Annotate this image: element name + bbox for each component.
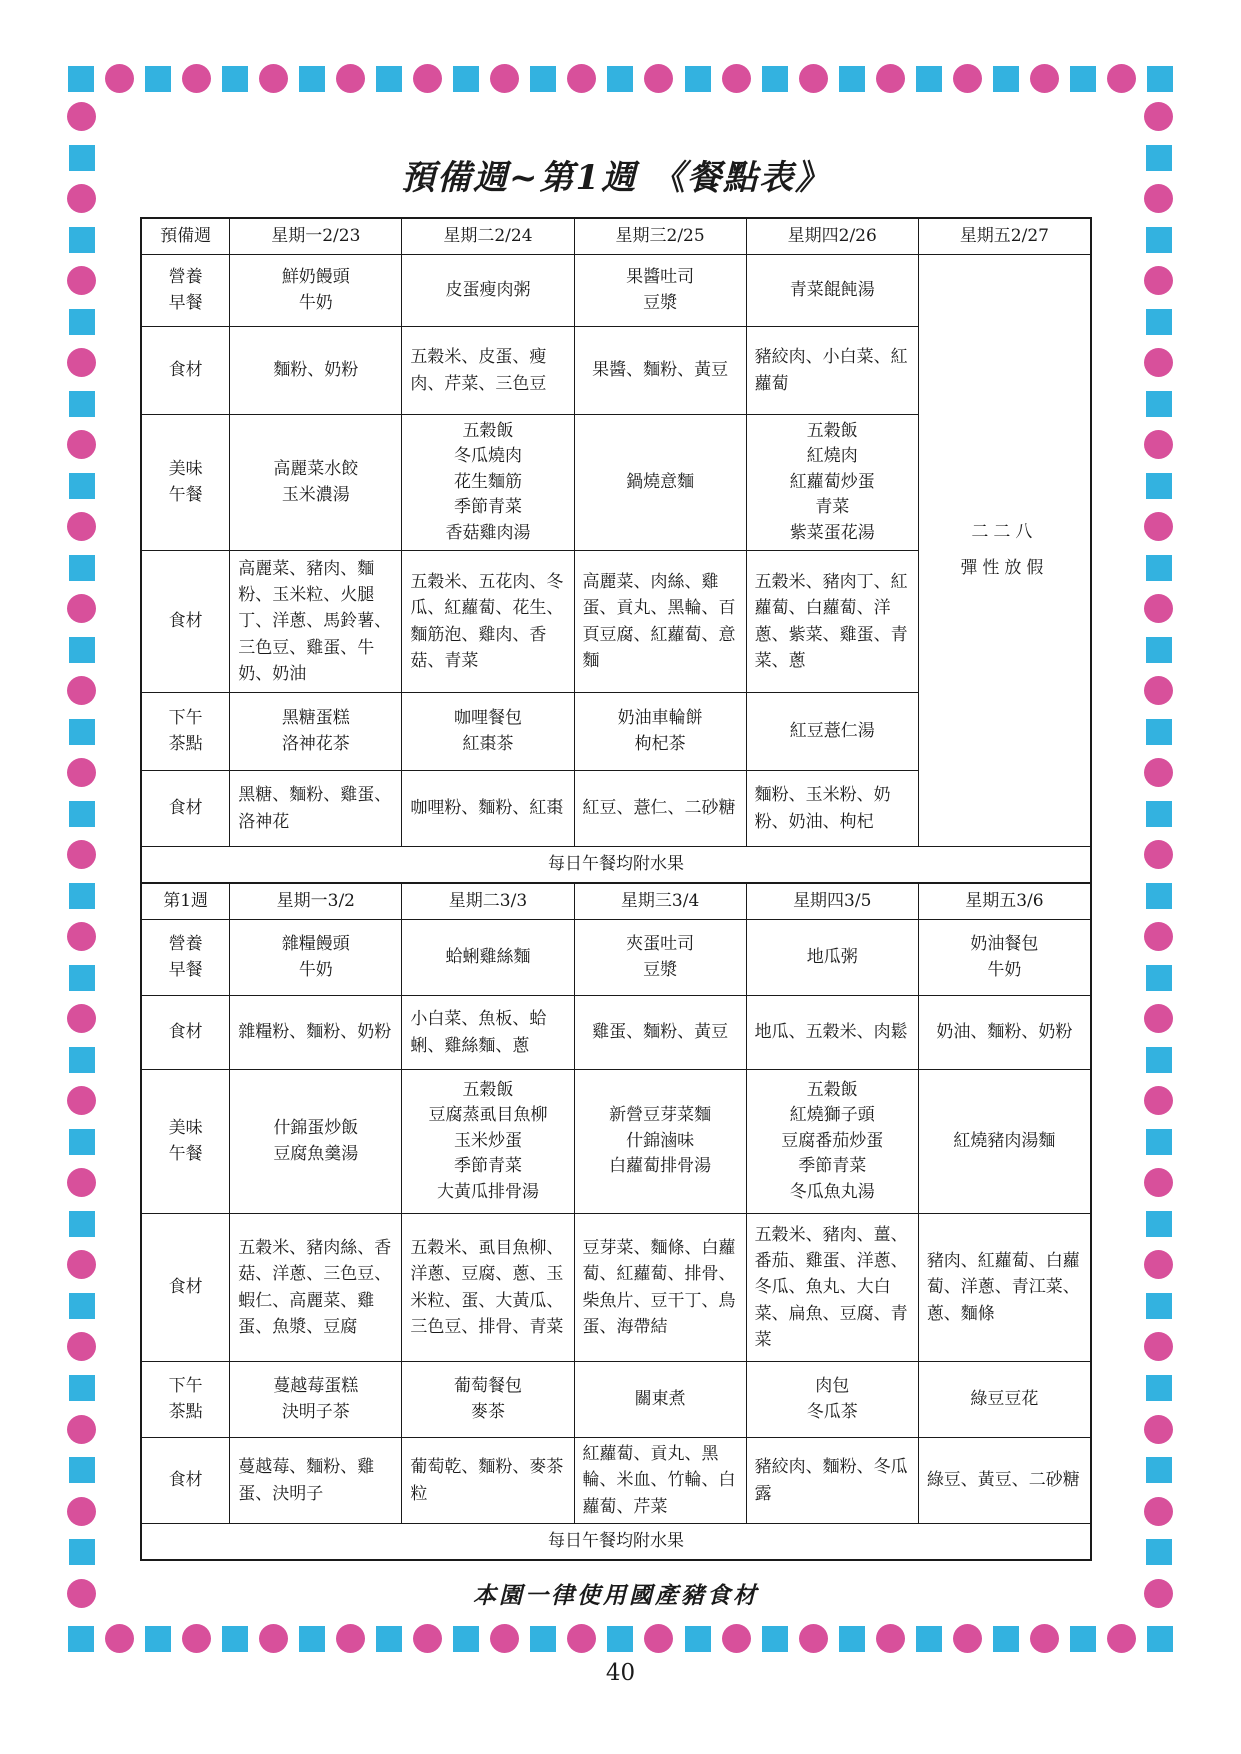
meal-tables (140, 217, 1092, 1561)
ingredients-cell: 蔓越莓、麵粉、雞蛋、決明子 (230, 1438, 402, 1524)
day-header: 星期三2/25 (574, 219, 746, 255)
blue-square-decor-icon (1070, 1626, 1096, 1652)
meal-cell: 新營豆芽菜麵 什錦滷味 白蘿蔔排骨湯 (574, 1070, 746, 1214)
pink-circle-decor-icon (413, 1624, 442, 1653)
meal-cell: 關東煮 (574, 1362, 746, 1438)
row-label: 食材 (142, 1438, 230, 1524)
fruit-note-row: 每日午餐均附水果 (142, 1524, 1091, 1560)
pink-circle-decor-icon (876, 64, 905, 93)
meal-cell: 五穀飯 豆腐蒸虱目魚柳 玉米炒蛋 季節青菜 大黃瓜排骨湯 (402, 1070, 574, 1214)
blue-square-decor-icon (916, 66, 942, 92)
pink-circle-decor-icon (799, 64, 828, 93)
pink-circle-decor-icon (1144, 1086, 1173, 1115)
row-label: 食材 (142, 327, 230, 415)
blue-square-decor-icon (1146, 883, 1172, 909)
day-header: 星期二2/24 (402, 219, 574, 255)
ingredients-cell: 紅蘿蔔、貢丸、黑輪、米血、竹輪、白蘿蔔、芹菜 (574, 1438, 746, 1524)
pink-circle-decor-icon (67, 266, 96, 295)
blue-square-decor-icon (685, 66, 711, 92)
blue-square-decor-icon (1146, 1293, 1172, 1319)
pink-circle-decor-icon (722, 64, 751, 93)
pink-circle-decor-icon (336, 64, 365, 93)
blue-square-decor-icon (916, 1626, 942, 1652)
pink-circle-decor-icon (67, 1415, 96, 1444)
ingredients-cell: 黑糖、麵粉、雞蛋、洛神花 (230, 771, 402, 847)
meal-cell: 紅燒豬肉湯麵 (918, 1070, 1090, 1214)
meal-cell: 五穀飯 紅燒獅子頭 豆腐番茄炒蛋 季節青菜 冬瓜魚丸湯 (746, 1070, 918, 1214)
ingredients-cell: 奶油、麵粉、奶粉 (918, 996, 1090, 1070)
blue-square-decor-icon (69, 719, 95, 745)
pink-circle-decor-icon (1144, 512, 1173, 541)
ingredients-cell: 五穀米、五花肉、冬瓜、紅蘿蔔、花生、麵筋泡、雞肉、香菇、青菜 (402, 551, 574, 693)
blue-square-decor-icon (69, 1211, 95, 1237)
blue-square-decor-icon (1146, 309, 1172, 335)
blue-square-decor-icon (376, 66, 402, 92)
meal-cell: 紅豆薏仁湯 (746, 693, 918, 771)
meal-cell: 奶油餐包 牛奶 (918, 920, 1090, 996)
day-header: 星期五2/27 (918, 219, 1090, 255)
pink-circle-decor-icon (876, 1624, 905, 1653)
row-label: 下午 茶點 (142, 1362, 230, 1438)
ingredients-cell: 雞蛋、麵粉、黃豆 (574, 996, 746, 1070)
pink-circle-decor-icon (67, 1332, 96, 1361)
ingredients-cell: 麵粉、玉米粉、奶粉、奶油、枸杞 (746, 771, 918, 847)
row-label: 食材 (142, 996, 230, 1070)
pink-circle-decor-icon (1030, 64, 1059, 93)
blue-square-decor-icon (69, 309, 95, 335)
pink-circle-decor-icon (259, 64, 288, 93)
blue-square-decor-icon (762, 66, 788, 92)
blue-square-decor-icon (299, 1626, 325, 1652)
blue-square-decor-icon (607, 66, 633, 92)
ingredients-cell: 高麗菜、肉絲、雞蛋、貢丸、黑輪、百頁豆腐、紅蘿蔔、意麵 (574, 551, 746, 693)
blue-square-decor-icon (1146, 1457, 1172, 1483)
meal-cell: 黑糖蛋糕 洛神花茶 (230, 693, 402, 771)
ingredients-cell: 五穀米、豬肉絲、香菇、洋蔥、三色豆、蝦仁、高麗菜、雞蛋、魚漿、豆腐 (230, 1214, 402, 1362)
blue-square-decor-icon (685, 1626, 711, 1652)
pink-circle-decor-icon (336, 1624, 365, 1653)
blue-square-decor-icon (69, 1047, 95, 1073)
pink-circle-decor-icon (67, 922, 96, 951)
pink-circle-decor-icon (67, 1497, 96, 1526)
bottom-note: 本園一律使用國產豬食材 (473, 1582, 759, 1610)
pink-circle-decor-icon (1144, 758, 1173, 787)
row-label: 下午 茶點 (142, 693, 230, 771)
blue-square-decor-icon (69, 1129, 95, 1155)
ingredients-cell: 小白菜、魚板、蛤蜊、雞絲麵、蔥 (402, 996, 574, 1070)
pink-circle-decor-icon (1107, 1624, 1136, 1653)
blue-square-decor-icon (530, 1626, 556, 1652)
blue-square-decor-icon (69, 555, 95, 581)
meal-cell: 蛤蜊雞絲麵 (402, 920, 574, 996)
blue-square-decor-icon (1146, 227, 1172, 253)
day-header: 星期一3/2 (230, 884, 402, 920)
day-header: 星期五3/6 (918, 884, 1090, 920)
ingredients-cell: 五穀米、虱目魚柳、洋蔥、豆腐、蔥、玉米粒、蛋、大黃瓜、三色豆、排骨、青菜 (402, 1214, 574, 1362)
menu-table-week-1 (141, 883, 1091, 1560)
meal-cell: 蔓越莓蛋糕 決明子茶 (230, 1362, 402, 1438)
ingredients-cell: 雜糧粉、麵粉、奶粉 (230, 996, 402, 1070)
blue-square-decor-icon (1146, 1375, 1172, 1401)
pink-circle-decor-icon (1144, 430, 1173, 459)
meal-cell: 五穀飯 冬瓜燒肉 花生麵筋 季節青菜 香菇雞肉湯 (402, 415, 574, 551)
ingredients-cell: 地瓜、五穀米、肉鬆 (746, 996, 918, 1070)
blue-square-decor-icon (68, 66, 94, 92)
ingredients-cell: 葡萄乾、麵粉、麥茶粒 (402, 1438, 574, 1524)
blue-square-decor-icon (1146, 719, 1172, 745)
meal-cell: 高麗菜水餃 玉米濃湯 (230, 415, 402, 551)
pink-circle-decor-icon (67, 512, 96, 541)
blue-square-decor-icon (993, 66, 1019, 92)
day-header: 星期三3/4 (574, 884, 746, 920)
blue-square-decor-icon (1146, 145, 1172, 171)
blue-square-decor-icon (145, 66, 171, 92)
blue-square-decor-icon (1146, 1211, 1172, 1237)
blue-square-decor-icon (68, 1626, 94, 1652)
blue-square-decor-icon (69, 391, 95, 417)
pink-circle-decor-icon (105, 1624, 134, 1653)
row-label: 美味 午餐 (142, 415, 230, 551)
pink-circle-decor-icon (67, 594, 96, 623)
meal-cell: 夾蛋吐司 豆漿 (574, 920, 746, 996)
blue-square-decor-icon (69, 1539, 95, 1565)
blue-square-decor-icon (69, 637, 95, 663)
pink-circle-decor-icon (567, 64, 596, 93)
pink-circle-decor-icon (1144, 102, 1173, 131)
pink-circle-decor-icon (1107, 64, 1136, 93)
blue-square-decor-icon (530, 66, 556, 92)
blue-square-decor-icon (762, 1626, 788, 1652)
decor-border-right (1144, 102, 1173, 1608)
meal-cell: 肉包 冬瓜茶 (746, 1362, 918, 1438)
meal-cell: 咖哩餐包 紅棗茶 (402, 693, 574, 771)
blue-square-decor-icon (1146, 1129, 1172, 1155)
meal-cell: 雜糧饅頭 牛奶 (230, 920, 402, 996)
ingredients-cell: 麵粉、奶粉 (230, 327, 402, 415)
blue-square-decor-icon (607, 1626, 633, 1652)
week-label: 第1週 (142, 884, 230, 920)
pink-circle-decor-icon (1144, 840, 1173, 869)
blue-square-decor-icon (1146, 1539, 1172, 1565)
blue-square-decor-icon (69, 1375, 95, 1401)
ingredients-cell: 五穀米、豬肉、薑、番茄、雞蛋、洋蔥、冬瓜、魚丸、大白菜、扁魚、豆腐、青菜 (746, 1214, 918, 1362)
pink-circle-decor-icon (182, 1624, 211, 1653)
ingredients-cell: 豬絞肉、麵粉、冬瓜露 (746, 1438, 918, 1524)
blue-square-decor-icon (839, 1626, 865, 1652)
blue-square-decor-icon (1146, 473, 1172, 499)
pink-circle-decor-icon (953, 64, 982, 93)
ingredients-cell: 豬絞肉、小白菜、紅蘿蔔 (746, 327, 918, 415)
pink-circle-decor-icon (67, 758, 96, 787)
row-label: 食材 (142, 1214, 230, 1362)
meal-cell: 鮮奶饅頭 牛奶 (230, 255, 402, 327)
holiday-cell: 二二八 彈性放假 (918, 255, 1090, 847)
blue-square-decor-icon (222, 1626, 248, 1652)
ingredients-cell: 紅豆、薏仁、二砂糖 (574, 771, 746, 847)
blue-square-decor-icon (839, 66, 865, 92)
blue-square-decor-icon (1146, 965, 1172, 991)
blue-square-decor-icon (1146, 391, 1172, 417)
ingredients-cell: 豬肉、紅蘿蔔、白蘿蔔、洋蔥、青江菜、蔥、麵條 (918, 1214, 1090, 1362)
meal-cell: 地瓜粥 (746, 920, 918, 996)
pink-circle-decor-icon (67, 430, 96, 459)
pink-circle-decor-icon (67, 1086, 96, 1115)
row-label: 食材 (142, 551, 230, 693)
decor-border-left (67, 102, 96, 1608)
blue-square-decor-icon (1146, 637, 1172, 663)
blue-square-decor-icon (299, 66, 325, 92)
pink-circle-decor-icon (1144, 1250, 1173, 1279)
blue-square-decor-icon (222, 66, 248, 92)
blue-square-decor-icon (145, 1626, 171, 1652)
blue-square-decor-icon (993, 1626, 1019, 1652)
pink-circle-decor-icon (1144, 266, 1173, 295)
pink-circle-decor-icon (953, 1624, 982, 1653)
meal-cell: 綠豆豆花 (918, 1362, 1090, 1438)
fruit-note-row: 每日午餐均附水果 (142, 847, 1091, 883)
pink-circle-decor-icon (1144, 1332, 1173, 1361)
pink-circle-decor-icon (644, 1624, 673, 1653)
blue-square-decor-icon (376, 1626, 402, 1652)
ingredients-cell: 綠豆、黃豆、二砂糖 (918, 1438, 1090, 1524)
meal-cell: 什錦蛋炒飯 豆腐魚羹湯 (230, 1070, 402, 1214)
page-number: 40 (605, 1660, 636, 1686)
pink-circle-decor-icon (722, 1624, 751, 1653)
pink-circle-decor-icon (182, 64, 211, 93)
blue-square-decor-icon (1147, 66, 1173, 92)
pink-circle-decor-icon (1144, 1497, 1173, 1526)
blue-square-decor-icon (69, 883, 95, 909)
row-label: 營養 早餐 (142, 920, 230, 996)
meal-cell: 葡萄餐包 麥茶 (402, 1362, 574, 1438)
blue-square-decor-icon (1070, 66, 1096, 92)
pink-circle-decor-icon (259, 1624, 288, 1653)
blue-square-decor-icon (69, 473, 95, 499)
day-header: 星期四3/5 (746, 884, 918, 920)
ingredients-cell: 咖哩粉、麵粉、紅棗 (402, 771, 574, 847)
meal-cell: 皮蛋瘦肉粥 (402, 255, 574, 327)
page-title: 預備週~第1週 《餐點表》 (401, 158, 831, 198)
ingredients-cell: 五穀米、豬肉丁、紅蘿蔔、白蘿蔔、洋蔥、紫菜、雞蛋、青菜、蔥 (746, 551, 918, 693)
pink-circle-decor-icon (1144, 1579, 1173, 1608)
row-label: 食材 (142, 771, 230, 847)
pink-circle-decor-icon (67, 1004, 96, 1033)
blue-square-decor-icon (1146, 555, 1172, 581)
pink-circle-decor-icon (1144, 348, 1173, 377)
meal-cell: 果醬吐司 豆漿 (574, 255, 746, 327)
pink-circle-decor-icon (67, 102, 96, 131)
day-header: 星期四2/26 (746, 219, 918, 255)
blue-square-decor-icon (69, 1293, 95, 1319)
blue-square-decor-icon (69, 965, 95, 991)
pink-circle-decor-icon (1144, 1415, 1173, 1444)
blue-square-decor-icon (1147, 1626, 1173, 1652)
menu-table-prep-week (141, 218, 1091, 883)
pink-circle-decor-icon (1144, 1168, 1173, 1197)
blue-square-decor-icon (1146, 801, 1172, 827)
pink-circle-decor-icon (490, 1624, 519, 1653)
day-header: 星期二3/3 (402, 884, 574, 920)
meal-cell: 奶油車輪餅 枸杞茶 (574, 693, 746, 771)
pink-circle-decor-icon (67, 348, 96, 377)
blue-square-decor-icon (69, 1457, 95, 1483)
pink-circle-decor-icon (105, 64, 134, 93)
ingredients-cell: 高麗菜、豬肉、麵粉、玉米粒、火腿丁、洋蔥、馬鈴薯、三色豆、雞蛋、牛奶、奶油 (230, 551, 402, 693)
blue-square-decor-icon (69, 227, 95, 253)
pink-circle-decor-icon (799, 1624, 828, 1653)
pink-circle-decor-icon (644, 64, 673, 93)
pink-circle-decor-icon (1144, 676, 1173, 705)
blue-square-decor-icon (453, 66, 479, 92)
pink-circle-decor-icon (1030, 1624, 1059, 1653)
meal-cell: 青菜餛飩湯 (746, 255, 918, 327)
pink-circle-decor-icon (1144, 1004, 1173, 1033)
row-label: 營養 早餐 (142, 255, 230, 327)
blue-square-decor-icon (453, 1626, 479, 1652)
blue-square-decor-icon (69, 145, 95, 171)
pink-circle-decor-icon (67, 1250, 96, 1279)
pink-circle-decor-icon (67, 1168, 96, 1197)
pink-circle-decor-icon (1144, 594, 1173, 623)
meal-cell: 五穀飯 紅燒肉 紅蘿蔔炒蛋 青菜 紫菜蛋花湯 (746, 415, 918, 551)
content-area (140, 150, 1092, 1610)
pink-circle-decor-icon (413, 64, 442, 93)
meal-cell: 鍋燒意麵 (574, 415, 746, 551)
blue-square-decor-icon (69, 801, 95, 827)
decor-border-top (68, 64, 1173, 93)
decor-border-bottom (68, 1624, 1173, 1653)
day-header: 星期一2/23 (230, 219, 402, 255)
pink-circle-decor-icon (67, 676, 96, 705)
pink-circle-decor-icon (1144, 922, 1173, 951)
blue-square-decor-icon (1146, 1047, 1172, 1073)
pink-circle-decor-icon (490, 64, 519, 93)
ingredients-cell: 五穀米、皮蛋、瘦肉、芹菜、三色豆 (402, 327, 574, 415)
ingredients-cell: 果醬、麵粉、黃豆 (574, 327, 746, 415)
pink-circle-decor-icon (1144, 184, 1173, 213)
pink-circle-decor-icon (67, 1579, 96, 1608)
pink-circle-decor-icon (567, 1624, 596, 1653)
row-label: 美味 午餐 (142, 1070, 230, 1214)
ingredients-cell: 豆芽菜、麵條、白蘿蔔、紅蘿蔔、排骨、柴魚片、豆干丁、鳥蛋、海帶結 (574, 1214, 746, 1362)
pink-circle-decor-icon (67, 184, 96, 213)
week-label: 預備週 (142, 219, 230, 255)
pink-circle-decor-icon (67, 840, 96, 869)
